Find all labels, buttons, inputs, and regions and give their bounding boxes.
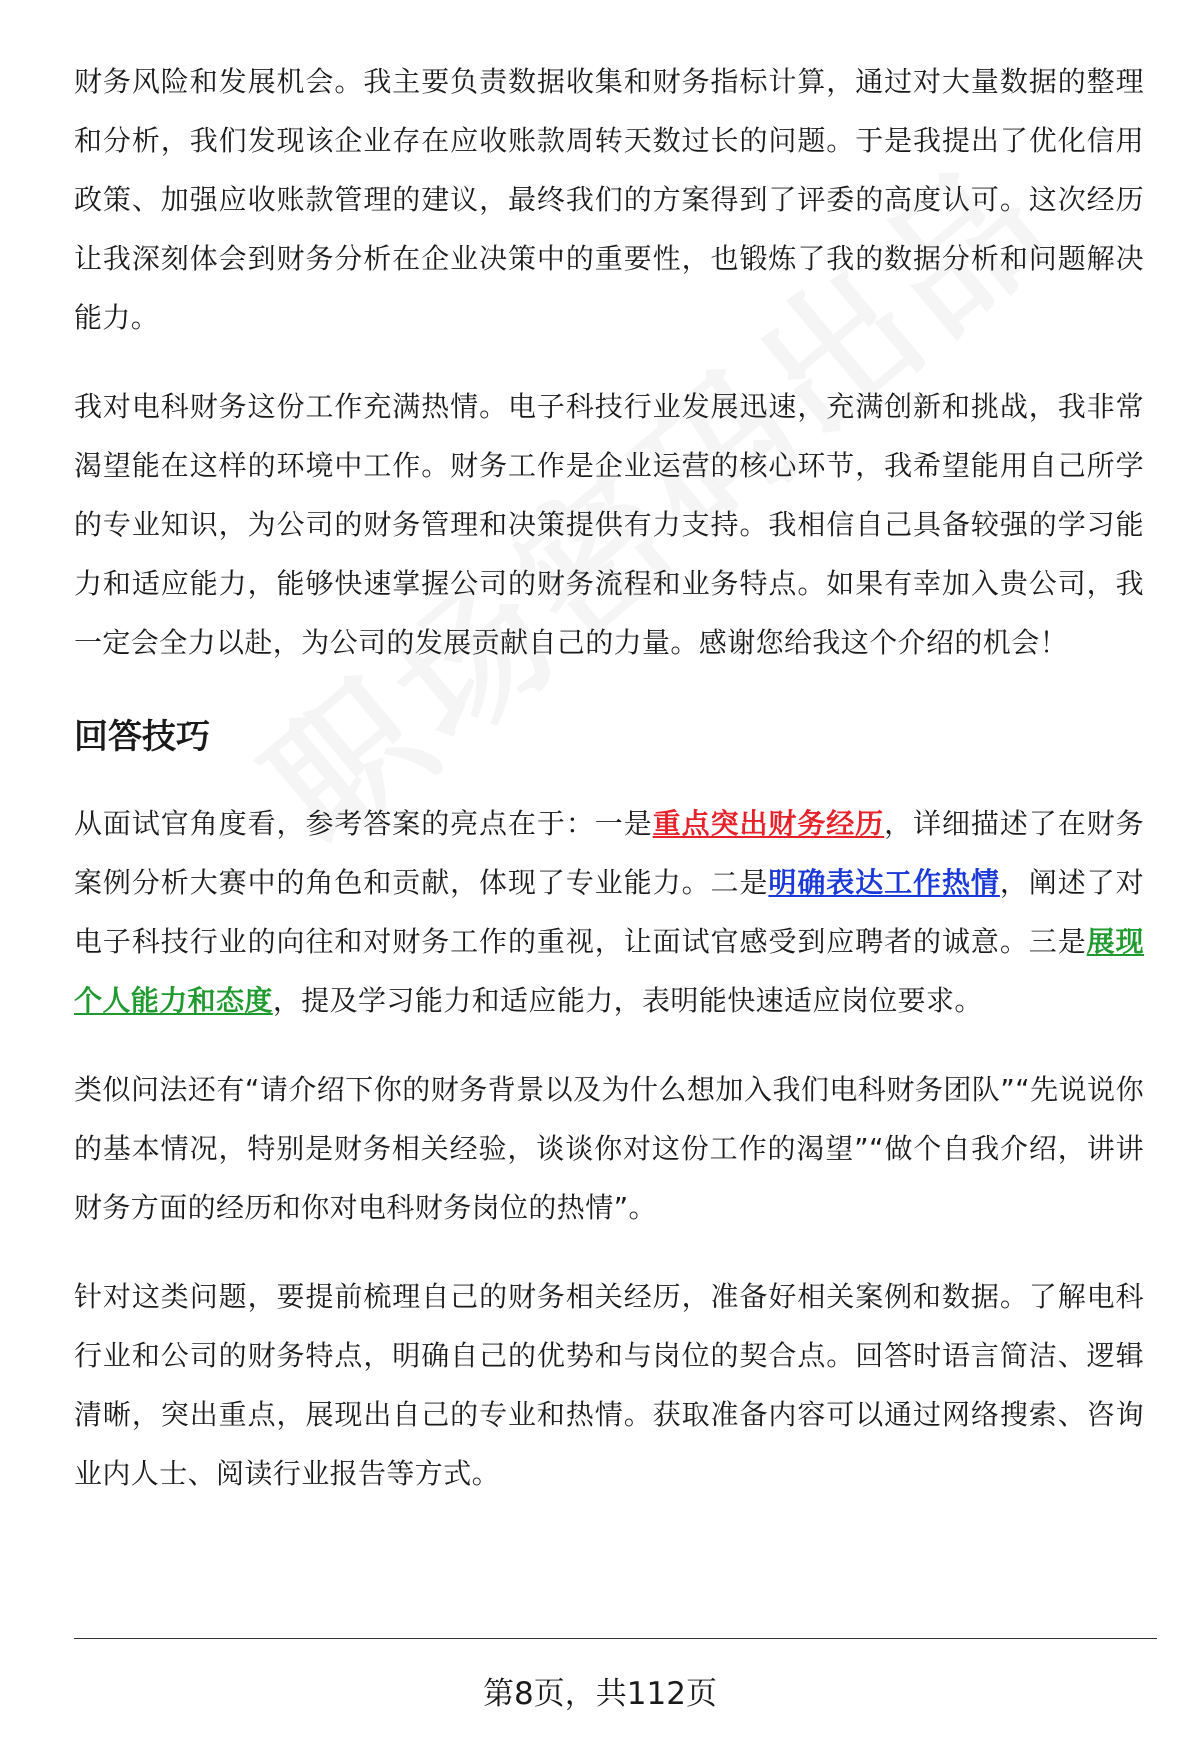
tips-after-1: ，详细描述了在财务案例分析大赛中的角色和贡献，体现了专业能力。二是 [74, 807, 1144, 899]
highlight-point-1: 重点突出财务经历 [652, 807, 885, 840]
highlight-point-2: 明确表达工作热情 [768, 866, 1000, 899]
paragraph-tips [74, 794, 1144, 1030]
tips-intro: 从面试官角度看，参考答案的亮点在于：一是 [74, 807, 653, 840]
page-number: 第8页，共112页 [483, 1676, 717, 1712]
highlight-point-3: 展现个人能力和态度 [74, 925, 1144, 1017]
paragraph-passion: 我对电科财务这份工作充满热情。电子科技行业发展迅速，充满创新和挑战，我非常渴望能在这样的环境中工作。财务工作是企业运营的核心环节，我希望能用自己所学的专业知识，为公司的财务管理和决策提供有力支持。我相信自己具备较强的学习能力和适应能力，能够快速掌握公司的财务流程和业务特点。如果有幸加入贵公司，我一定会全力以赴，为公司的发展贡献自己的力量。感谢您给我这个介绍的机会！ [74, 390, 1144, 659]
section-heading: 回答技巧 [74, 717, 210, 757]
document-body [74, 52, 1144, 1533]
paragraph-experience: 财务风险和发展机会。我主要负责数据收集和财务指标计算，通过对大量数据的整理和分析，我们发现该企业存在应收账款周转天数过长的问题。于是我提出了优化信用政策、加强应收账款管理的建议，最终我们的方案得到了评委的高度认可。这次经历让我深刻体会到财务分析在企业决策中的重要性，也锻炼了我的数据分析和问题解决能力。 [74, 65, 1144, 334]
footer-divider [74, 1638, 1157, 1639]
paragraph-similar-questions: 类似问法还有“请介绍下你的财务背景以及为什么想加入我们电科财务团队”“先说说你的基本情况，特别是财务相关经验，谈谈你对这份工作的渴望”“做个自我介绍，讲讲财务方面的经历和你对电科财务岗位的热情”。 [74, 1073, 1144, 1224]
paragraph-advice: 针对这类问题，要提前梳理自己的财务相关经历，准备好相关案例和数据。了解电科行业和公司的财务特点，明确自己的优势和与岗位的契合点。回答时语言简洁、逻辑清晰，突出重点，展现出自己的专业和热情。获取准备内容可以通过网络搜索、咨询业内人士、阅读行业报告等方式。 [74, 1280, 1144, 1490]
tips-after-2: ，阐述了对电子科技行业的向往和对财务工作的重视，让面试官感受到应聘者的诚意。三是 [74, 866, 1144, 958]
tips-after-3: ，提及学习能力和适应能力，表明能快速适应岗位要求。 [272, 984, 983, 1017]
